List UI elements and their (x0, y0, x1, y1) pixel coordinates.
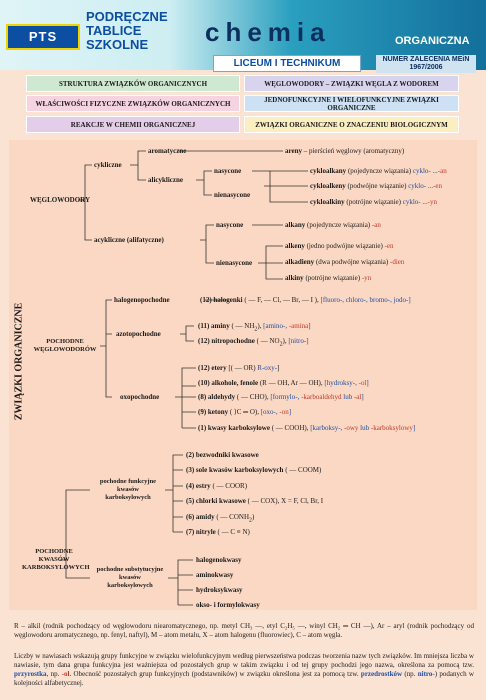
prefix: cyklo- ... (408, 182, 434, 190)
label-line: KARBOKSYLOWYCH (22, 564, 90, 571)
bracket: ] (361, 393, 364, 401)
formula: ( — COOM) (283, 466, 322, 474)
node-oxopochodne: oxopochodne (120, 393, 160, 401)
suffix: -yn (361, 274, 372, 282)
formula: ( — C ≡ N) (215, 528, 250, 536)
label-line: karboksylowych (105, 494, 151, 501)
node-alkeny (285, 242, 394, 251)
subscript: 2 (254, 326, 258, 333)
node-kwasy-karboksylowe (198, 424, 415, 433)
node-cykliczne: cykliczne (94, 161, 122, 169)
label-line: KWASÓW (38, 556, 70, 563)
footnote-highlight: nitro- (417, 670, 435, 678)
term: (12) nitropochodne (198, 337, 255, 345)
label-line: kwasów (118, 574, 142, 581)
footnote-text: (np. (402, 670, 418, 678)
level-badge: LICEUM I TECHNIKUM (213, 55, 361, 72)
side-label-text: ZWIĄZKI ORGANICZNE (13, 302, 25, 421)
term: alkany (285, 221, 306, 229)
footnote-text: . Obecność pozostałych grup funkcyjnych (podstawników) w związku określona jest za pomocą tzw. (69, 670, 361, 678)
page-subtitle: ORGANICZNA (395, 35, 470, 47)
label-line: POCHODNE (46, 338, 84, 345)
term-desc: (podwójne wiązanie) (345, 182, 409, 190)
footnote-highlight: przyrostka (14, 670, 47, 678)
term: cykloalkiny (310, 198, 345, 206)
suffix: -owy (344, 424, 359, 432)
index-box-label: STRUKTURA ZWIĄZKÓW ORGANICZNYCH (58, 79, 208, 88)
prefix: cyklo- ... (402, 198, 428, 206)
footnote-highlight: przedrostków (360, 670, 403, 678)
approval-line: NUMER ZALECENIA MEiN (382, 56, 470, 63)
suffix: -al (353, 393, 362, 401)
term: (12) halogenki (200, 296, 243, 304)
term: (7) nitryle (186, 528, 216, 536)
node-cykloalkeny (310, 182, 442, 191)
series-line: SZKOLNE (86, 37, 149, 52)
footnote-highlight: -ol (61, 670, 70, 678)
index-box-label: WŁAŚCIWOŚCI FIZYCZNE ZWIĄZKÓW ORGANICZNYCH (35, 99, 231, 108)
prefix: [nitro-] (288, 337, 309, 345)
node-chlorki (186, 497, 323, 506)
node-alkohole (198, 379, 369, 388)
node-alkany (285, 221, 381, 230)
formula: (R — OH, Ar — OH), (258, 379, 325, 387)
term-desc: – pierścień węglowy (aromatyczny) (301, 147, 405, 155)
node-nienasycone-acyclic: nienasycone (216, 259, 253, 267)
footnote-priority (14, 652, 474, 688)
label-line: pochodne funkcyjne (99, 478, 157, 485)
term: areny (285, 147, 302, 155)
node-alicykliczne: alicykliczne (148, 176, 183, 184)
footnote-text: Liczby w nawiasach wskazują grupy funkcyjne w związku wielofunkcyjnym według pierwszeństwa podczas tworzenia nazw tych związków. Im mniejsza liczba w nawiasie, tym dana grupa funkcyjna jest ważniejsza od pozostałych grup w takim związku i od tej grupy pochodzi jego nazwa, określona za pomocą tzw. (14, 652, 474, 669)
term: (9) ketony (198, 408, 229, 416)
publisher-logo: PTS (6, 24, 80, 50)
term: alkeny (285, 242, 305, 250)
formula: ( — NO (254, 337, 280, 345)
label-line: POCHODNE (35, 548, 73, 555)
node-alkiny (285, 274, 371, 283)
label-line: kwasów (116, 486, 140, 493)
suffix: -en (433, 182, 443, 190)
index-box-label: JEDNOFUNKCYJNE I WIELOFUNKCYJNE ZWIĄZKI ORGANICZNE (264, 95, 439, 112)
node-amidy (186, 513, 254, 525)
prefix: [fluoro-, chloro-, bromo-, jodo-] (320, 296, 411, 304)
term-desc: (pojedyncze wiązania) (305, 221, 372, 229)
term: alkadieny (285, 258, 315, 266)
footnote-text: ) podanych w kolejności alfabetycznej. (14, 670, 474, 687)
node-nitryle (186, 528, 250, 537)
node-oksokwasy: okso- i formylokwasy (196, 601, 260, 609)
formula: ( — F, — Cl, — Br, — I ), (242, 296, 321, 304)
index-box-label: WĘGLOWODORY – ZWIĄZKI WĘGLA Z WODOREM (264, 79, 439, 88)
formula: ( — CONH (214, 513, 250, 521)
node-pochodne-weglowodorow (30, 338, 100, 354)
term: (4) estry (186, 482, 211, 490)
prefix: [karboksy-, (310, 424, 345, 432)
prefix: [hydroksy-, (324, 379, 359, 387)
node-acykliczne: acykliczne (alifatyczne) (94, 236, 164, 244)
label-line: karboksylowych (107, 582, 153, 589)
node-pochodne-kwasow (22, 548, 90, 572)
formula: ( — CHO), (235, 393, 271, 401)
footnote-text: , np. (46, 670, 62, 678)
prefix: [amino-, (263, 322, 289, 330)
series-line: TABLICE (86, 23, 142, 38)
term: (1) kwasy karboksylowe (198, 424, 270, 432)
term-desc: (pojedyncze wiązania) (346, 167, 413, 175)
node-aminy (198, 322, 311, 334)
approval-line: 1967/2006 (409, 64, 443, 71)
formula: ( — COOH), (269, 424, 311, 432)
index-box-label: ZWIĄZKI ORGANICZNE O ZNACZENIU BIOLOGICZNYM (255, 120, 448, 129)
node-hydroksykwasy: hydroksykwasy (196, 586, 243, 594)
node-cykloalkany (310, 167, 447, 176)
suffix: -ol (358, 379, 367, 387)
node-areny (285, 147, 404, 156)
term: (8) aldehydy (198, 393, 236, 401)
term-desc: (jedno podwójne wiązanie) (304, 242, 385, 250)
node-weglowodory: WĘGLOWODORY (30, 196, 91, 204)
node-nasycone-acyclic: nasycone (216, 221, 244, 229)
node-sole (186, 466, 321, 475)
bracket: ] (277, 364, 280, 372)
node-aminokwasy: aminokwasy (196, 571, 234, 579)
term: (11) aminy (198, 322, 230, 330)
formula: ( — NH (229, 322, 255, 330)
node-azotopochodne: azotopochodne (116, 330, 161, 338)
node-aromatyczne: aromatyczne (148, 147, 187, 155)
node-etery (198, 364, 279, 373)
bracket: ] (308, 322, 311, 330)
node-halogenki (200, 296, 411, 305)
formula: ) (251, 513, 255, 521)
footnote-legend: R – alkil (rodnik pochodzący od węglowodoru niearomatycznego, np. metyl CH₃ —, etyl C₂H₅ —, winyl CH₂ ═ CH —), Ar – aryl (rodnik pochodzący od węglowodoru aromatycznego, np. fenyl, naftyl), M – atom metalu, X – atom halogenu (fluorowiec), C – atom węgla. (14, 622, 474, 639)
connector: lub (358, 424, 371, 432)
node-alkadieny (285, 258, 404, 267)
suffix: -yn (427, 198, 437, 206)
node-halogenopochodne: halogenopochodne (114, 296, 170, 304)
suffix: -an (371, 221, 381, 229)
term-desc: (potrójne wiązanie) (344, 198, 403, 206)
node-aldehydy (198, 393, 364, 402)
suffix: -en (384, 242, 394, 250)
node-cykloalkiny (310, 198, 437, 207)
term: (10) alkohole, fenole (198, 379, 259, 387)
connector: lub (341, 393, 354, 401)
bracket: ] (288, 408, 292, 416)
formula: ), (282, 337, 289, 345)
suffix: -karboaldehyd (301, 393, 342, 401)
term: (6) amidy (186, 513, 215, 521)
node-nienasycone: nienasycone (214, 191, 251, 199)
node-pochodne-funkcyjne (90, 478, 166, 502)
suffix: -amina (288, 322, 309, 330)
prefix: R-oxy- (257, 364, 278, 372)
index-box-label: REAKCJE W CHEMII ORGANICZNEJ (70, 120, 196, 129)
subscript: 2 (279, 341, 283, 348)
formula: ( — COX), X = F, Cl, Br, I (245, 497, 324, 505)
suffix: -karboksylowy (370, 424, 413, 432)
node-estry (186, 482, 247, 491)
formula: ), (257, 322, 264, 330)
node-nasycone: nasycone (214, 167, 242, 175)
prefix: cyklo- ... (412, 167, 438, 175)
series-line: PODRĘCZNE (86, 9, 168, 24)
term-desc: (potrójne wiązanie) (303, 274, 362, 282)
node-nitropochodne (198, 337, 309, 349)
prefix: [formylo-, (270, 393, 302, 401)
suffix: -dien (390, 258, 405, 266)
bracket: ] (412, 424, 416, 432)
node-bezwodniki: (2) bezwodniki kwasowe (186, 451, 259, 459)
node-pochodne-substytucyjne (90, 566, 170, 590)
formula: ( ⟩C ═ O), (228, 408, 261, 416)
label-line: pochodne substytucyjne (96, 566, 164, 573)
suffix: -an (437, 167, 447, 175)
term: cykloalkany (310, 167, 347, 175)
term: (5) chlorki kwasowe (186, 497, 246, 505)
prefix: [oxo-, (260, 408, 280, 416)
term-desc: (dwa podwójne wiązania) (314, 258, 390, 266)
node-halogenokwasy: halogenokwasy (196, 556, 242, 564)
bracket: ] (366, 379, 369, 387)
term: (3) sole kwasów karboksylowych (186, 466, 284, 474)
page-title: chemia (205, 17, 331, 47)
term: cykloalkeny (310, 182, 346, 190)
term: (12) etery (198, 364, 227, 372)
node-ketony (198, 408, 291, 417)
formula: ( — COOR) (210, 482, 248, 490)
subscript: 2 (249, 517, 252, 524)
formula: [( — OR) (226, 364, 258, 372)
term: alkiny (285, 274, 304, 282)
label-line: WĘGLOWODORÓW (33, 346, 97, 353)
suffix: -on (279, 408, 289, 416)
